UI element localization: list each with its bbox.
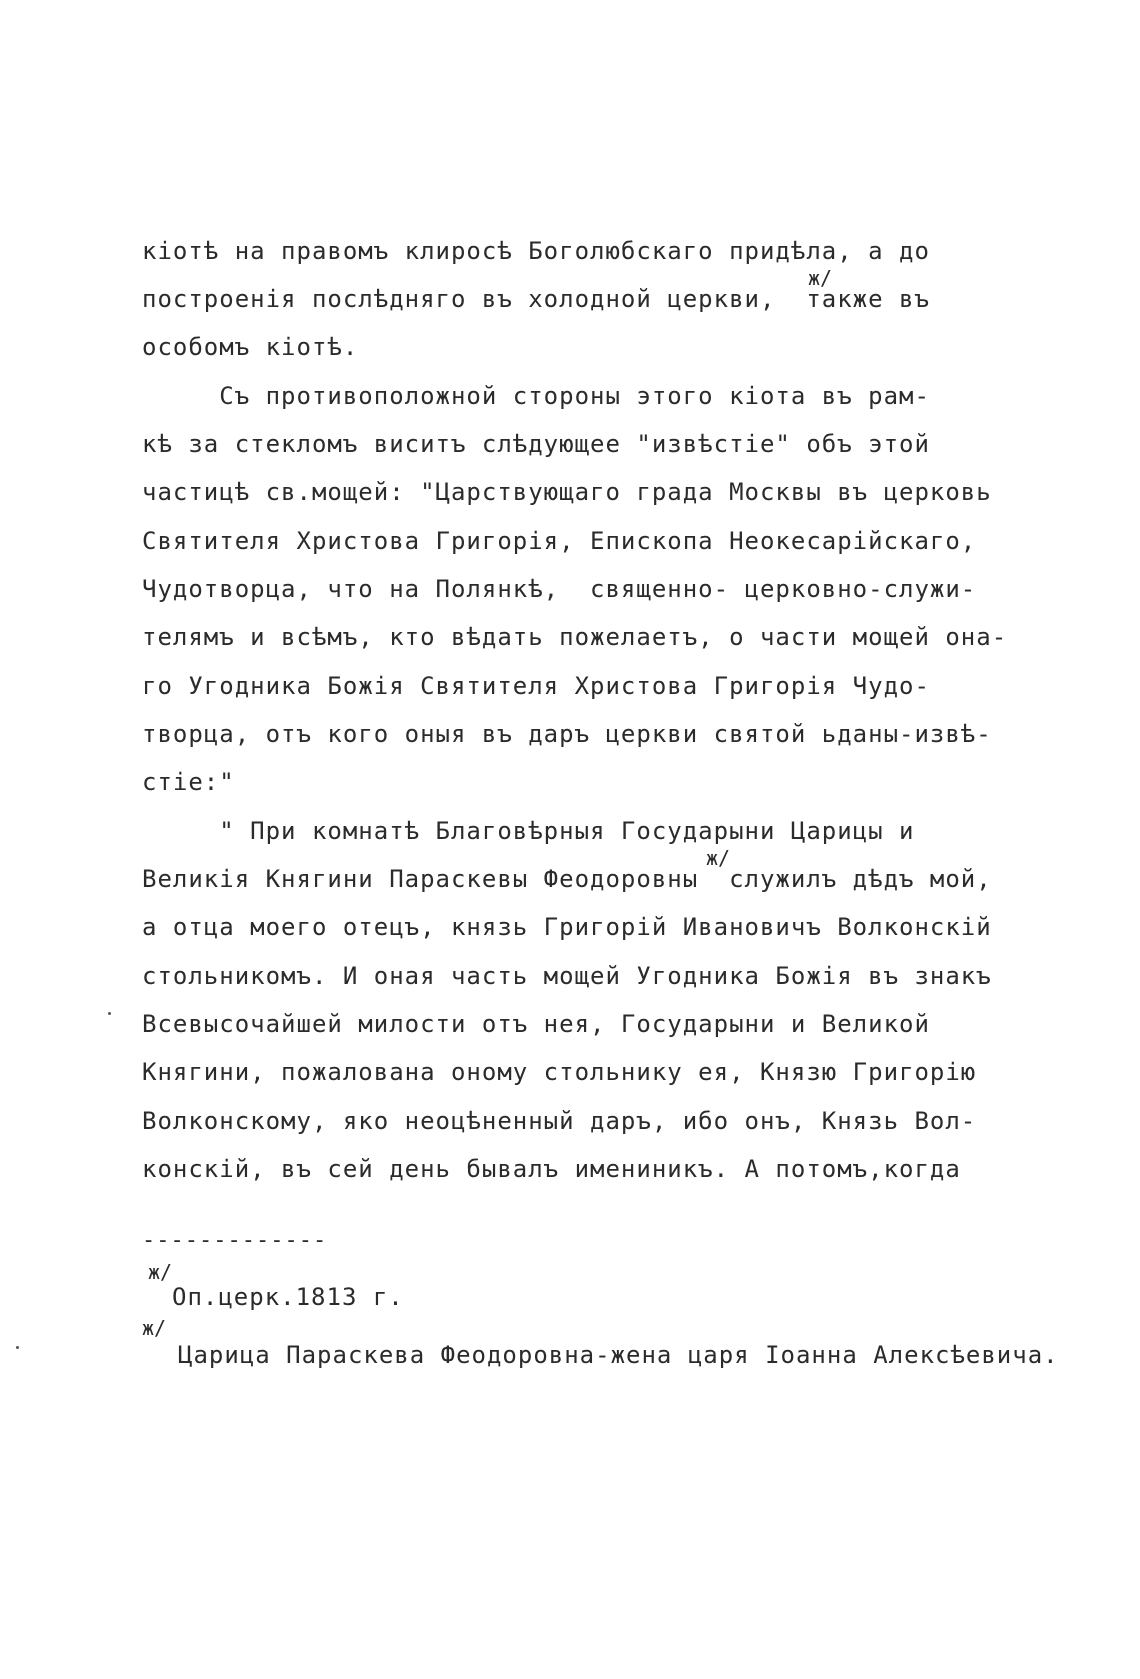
body-line-2: построенія послѣдняго въ холодной церкви, также въ xyxy=(142,285,930,313)
footnote-marker-3: ж/ xyxy=(148,1260,173,1284)
body-line-14: Великія Княгини Параскевы Феодоровны служилъ дѣдъ мой, xyxy=(142,865,992,893)
body-line-1: кіотѣ на правомъ клиросѣ Боголюбскаго придѣла, а до xyxy=(142,237,930,265)
footnote-2: Царица Параскева Феодоровна-жена царя Іоанна Алексѣевича. xyxy=(178,1341,1059,1369)
body-line-17: Всевысочайшей милости отъ нея, Государыни и Великой xyxy=(142,1010,930,1038)
body-line-7: Святителя Христова Григорія, Епископа Неокесарійскаго, xyxy=(142,527,977,555)
body-line-10: го Угодника Божія Святителя Христова Григорія Чудо- xyxy=(142,672,930,700)
body-line-12: стіе:" xyxy=(142,768,235,796)
body-line-6: частицѣ св.мощей: "Царствующаго града Москвы въ церковь xyxy=(142,478,992,506)
footnote-marker-2: ж/ xyxy=(706,846,731,870)
body-line-3: особомъ кіотѣ. xyxy=(142,333,359,361)
footnote-separator: ------------- xyxy=(142,1228,328,1253)
body-line-16: стольникомъ. И оная часть мощей Угодника Божія въ знакъ xyxy=(142,962,992,990)
scan-speck xyxy=(108,1012,111,1015)
footnote-marker-1: ж/ xyxy=(808,266,833,290)
body-line-5: кѣ за стекломъ виситъ слѣдующее "извѣстіе" объ этой xyxy=(142,430,930,458)
body-line-11: творца, отъ кого оныя въ даръ церкви святой ьданы-извѣ- xyxy=(142,720,992,748)
body-line-19: Волконскому, яко неоцѣненный даръ, ибо онъ, Князь Вол- xyxy=(142,1107,977,1135)
body-line-18: Княгини, пожалована оному стольнику ея, Князю Григорію xyxy=(142,1058,977,1086)
body-line-15: а отца моего отецъ, князь Григорій Ивановичъ Волконскій xyxy=(142,913,992,941)
body-line-13: " При комнатѣ Благовѣрныя Государыни Царицы и xyxy=(142,817,915,845)
body-line-4: Съ противоположной стороны этого кіота въ рам- xyxy=(142,382,930,410)
body-line-8: Чудотворца, что на Полянкѣ, священно- церковно-служи- xyxy=(142,575,977,603)
footnote-marker-4: ж/ xyxy=(142,1316,167,1340)
body-line-20: конскій, въ сей день бывалъ имениникъ. А потомъ,когда xyxy=(142,1155,961,1183)
body-line-9: телямъ и всѣмъ, кто вѣдать пожелаетъ, о части мощей она- xyxy=(142,623,1008,651)
footnote-1: Оп.церк.1813 г. xyxy=(172,1283,404,1311)
scan-speck xyxy=(16,1346,19,1349)
